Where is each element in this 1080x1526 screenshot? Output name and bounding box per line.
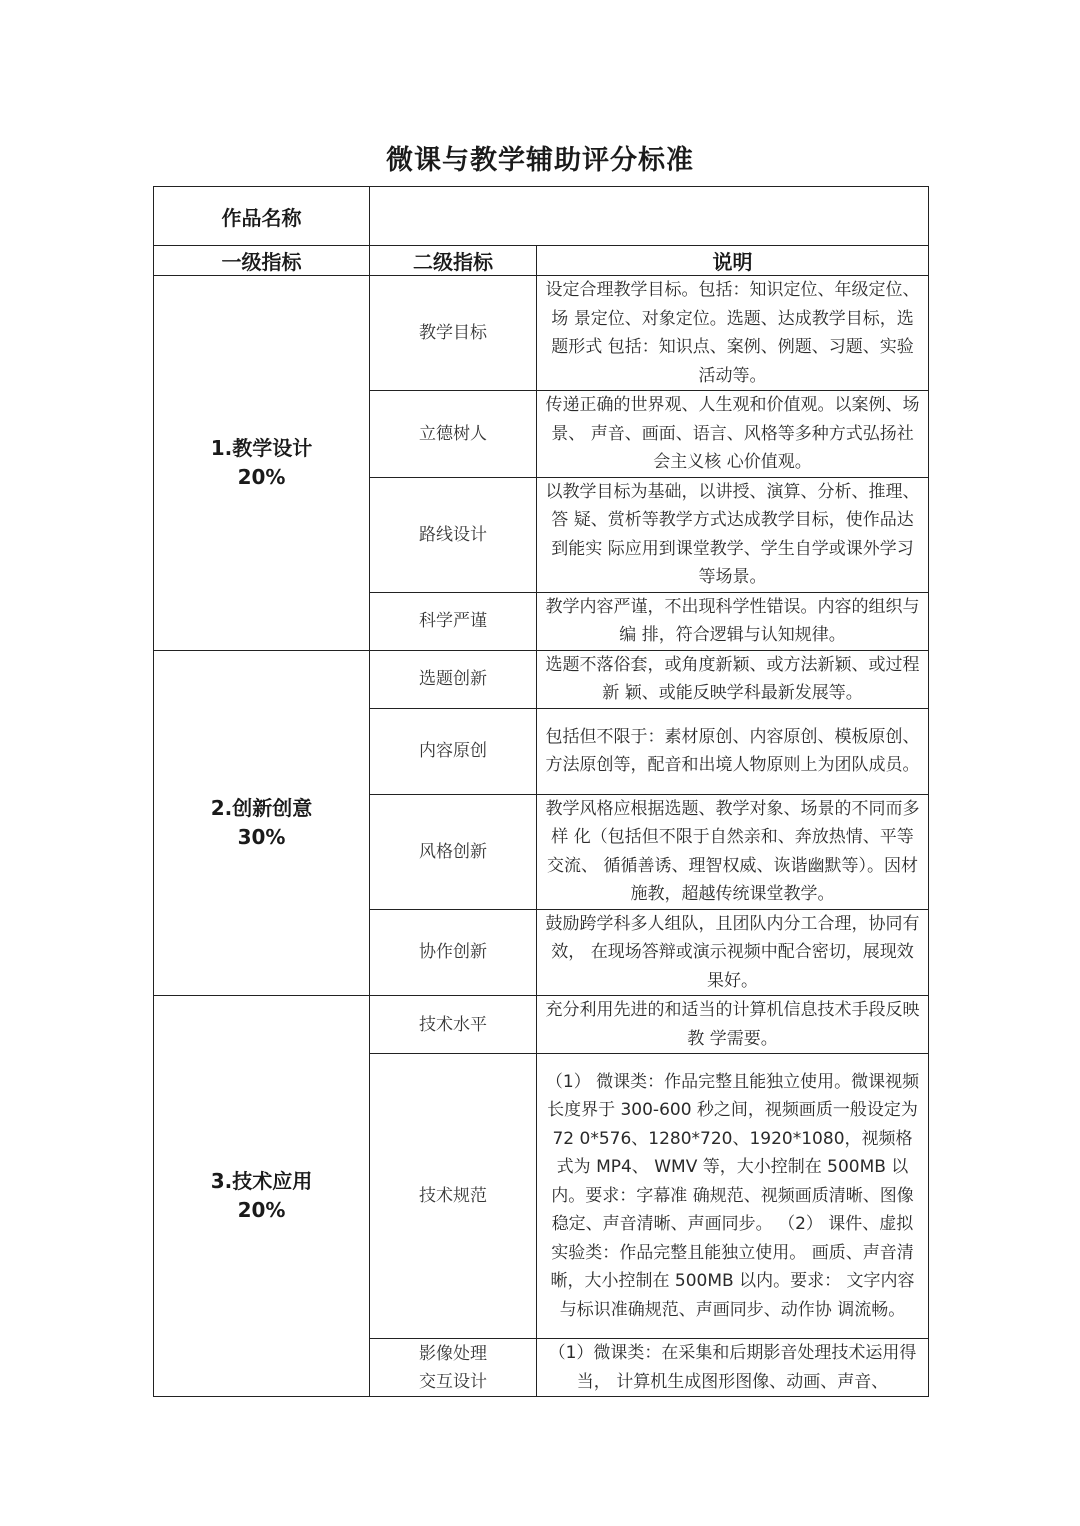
level2-name: 选题创新	[370, 650, 537, 708]
section-cell	[154, 650, 370, 996]
section-name: 1.教学设计	[210, 435, 313, 460]
section-name: 3.技术应用	[210, 1169, 313, 1193]
section-weight: 30%	[237, 824, 286, 849]
level2-desc: 设定合理教学目标。包括：知识定位、年级定位、场 景定位、对象定位。选题、达成教学目标，选题形式 包括：知识点、案例、例题、习题、实验活动等。	[537, 276, 929, 391]
level2-desc: 充分利用先进的和适当的计算机信息技术手段反映教 学需要。	[537, 996, 929, 1054]
level2-name-second-line: 交互设计	[419, 1371, 487, 1392]
level2-name: 路线设计	[370, 477, 537, 592]
header-level1: 一级指标	[154, 246, 370, 276]
section-cell	[154, 996, 370, 1397]
table-row	[154, 650, 929, 708]
level2-name: 影像处理	[419, 1343, 487, 1364]
section-name: 2.创新创意	[210, 795, 313, 820]
header-row	[154, 246, 929, 276]
table-row	[154, 276, 929, 391]
level2-name-cell	[370, 1339, 537, 1397]
level2-desc: 教学内容严谨，不出现科学性错误。内容的组织与编 排，符合逻辑与认知规律。	[537, 592, 929, 650]
level2-name: 立德树人	[370, 391, 537, 478]
level2-name: 协作创新	[370, 909, 537, 996]
scoring-table	[153, 186, 929, 1397]
level2-desc: 选题不落俗套，或角度新颖、或方法新颖、或过程新 颖、或能反映学科最新发展等。	[537, 650, 929, 708]
header-description: 说明	[537, 246, 929, 276]
work-name-value	[370, 187, 929, 246]
section-weight: 20%	[237, 1198, 286, 1222]
level2-desc: 包括但不限于：素材原创、内容原创、模板原创、方法原创等，配音和出境人物原则上为团队成员。	[537, 708, 929, 794]
level2-name: 技术规范	[370, 1054, 537, 1339]
level2-desc: 教学风格应根据选题、教学对象、场景的不同而多样 化（包括但不限于自然亲和、奔放热情、平等交流、 循循善诱、理智权威、诙谐幽默等）。因材施教，超越传统课堂教学。	[537, 794, 929, 909]
page-title: 微课与教学辅助评分标准	[386, 145, 694, 176]
work-name-row	[154, 187, 929, 246]
level2-name: 教学目标	[370, 276, 537, 391]
level2-desc: （1） 微课类：作品完整且能独立使用。微课视频长度界于 300-600 秒之间，视频画质一般设定为 72 0*576、1280*720、1920*1080，视频格式为 MP4、 WMV 等，大小控制在 500MB 以内。要求：字幕准 确规范、视频画质清晰、图像稳定、声音清晰、声画同步。 （2） 课件、虚拟实验类：作品完整且能独立使用。 画质、声音清晰，大小控制在 500MB 以内。要求： 文字内容与标识准确规范、声画同步、动作协 调流畅。	[537, 1054, 929, 1339]
level2-desc: 以教学目标为基础，以讲授、演算、分析、推理、答 疑、赏析等教学方式达成教学目标，使作品达到能实 际应用到课堂教学、学生自学或课外学习等场景。	[537, 477, 929, 592]
level2-name: 风格创新	[370, 794, 537, 909]
table-row	[154, 996, 929, 1054]
section-weight: 20%	[237, 464, 286, 489]
level2-desc: （1）微课类：在采集和后期影音处理技术运用得当， 计算机生成图形图像、动画、声音、	[537, 1339, 929, 1397]
level2-name: 技术水平	[370, 996, 537, 1054]
level2-name: 内容原创	[370, 708, 537, 794]
work-name-label: 作品名称	[154, 187, 370, 246]
level2-desc: 鼓励跨学科多人组队，且团队内分工合理，协同有效， 在现场答辩或演示视频中配合密切，展现效果好。	[537, 909, 929, 996]
level2-name: 科学严谨	[370, 592, 537, 650]
level2-desc: 传递正确的世界观、人生观和价值观。以案例、场景、 声音、画面、语言、风格等多种方式弘扬社会主义核 心价值观。	[537, 391, 929, 478]
header-level2: 二级指标	[370, 246, 537, 276]
section-cell	[154, 276, 370, 651]
